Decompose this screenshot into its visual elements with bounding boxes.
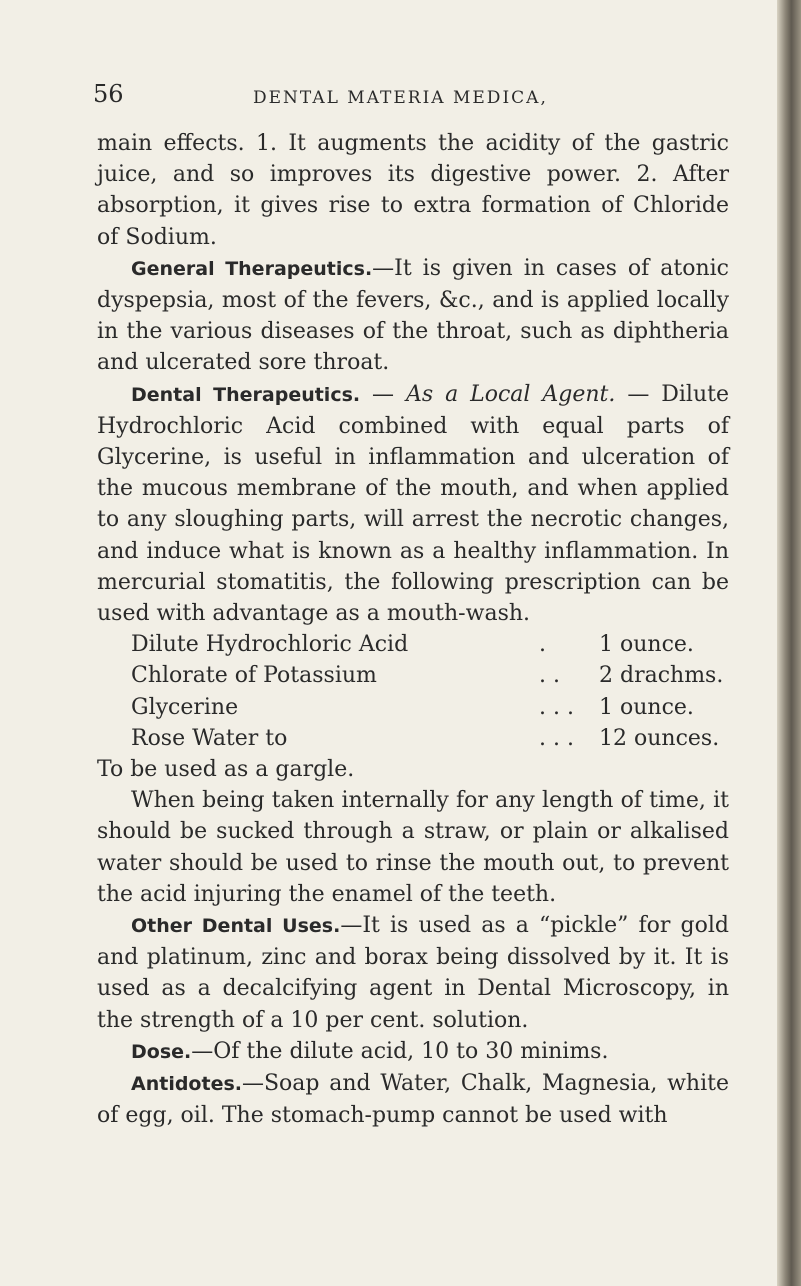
local-agent-subheading: As a Local Agent.	[405, 381, 616, 407]
general-therapeutics-text: —It is given in cases of atonic dyspepsia, most of the fevers, &c., and is applied locally in the various diseases of the throat, such as diphtheria and ulcerated sore throat.	[97, 255, 729, 376]
body-text	[97, 128, 729, 1131]
running-head: DENTAL MATERIA MEDICA,	[253, 88, 548, 108]
page-header	[93, 80, 733, 112]
general-therapeutics-paragraph	[97, 253, 729, 379]
prescription-quantity: 1 ounce.	[599, 632, 694, 658]
prescription-table	[131, 629, 729, 754]
other-dental-uses-paragraph	[97, 910, 729, 1036]
prescription-leader: . .	[539, 663, 560, 689]
prescription-row	[131, 692, 729, 723]
prescription-row	[131, 629, 729, 660]
other-dental-uses-heading: Other Dental Uses.	[131, 915, 341, 938]
antidotes-text: —Soap and Water, Chalk, Magnesia, white of egg, oil. The stomach-pump cannot be used with	[97, 1071, 729, 1129]
intro-text: main effects. 1. It augments the acidity of the gastric juice, and so improves its digestive power. 2. After absorption, it gives rise to extra formation of Chloride of Sodium.	[97, 131, 729, 250]
prescription-drug: Rose Water to	[131, 725, 288, 751]
prescription-direction-text: To be used as a gargle.	[97, 757, 355, 782]
dental-therapeutics-paragraph	[97, 379, 729, 630]
page-number: 56	[93, 80, 124, 108]
general-therapeutics-heading: General Therapeutics.	[131, 257, 373, 280]
prescription-drug: Chlorate of Potassium	[131, 663, 377, 689]
dental-therapeutics-text: — Dilute Hydrochloric Acid combined with equal parts of Glycerine, is useful in inflammation and ulceration of the mucous membrane of the mouth, and when applied to any sloughing parts, will arrest the necrotic changes, and induce what is known as a healthy inflammation. In mercurial stomatitis, the following prescription can be used with advantage as a mouth-wash.	[97, 381, 729, 627]
dose-text: —Of the dilute acid, 10 to 30 minims.	[191, 1038, 609, 1064]
prescription-drug: Dilute Hydrochloric Acid	[131, 632, 409, 658]
page-edge-shadow	[777, 0, 801, 1286]
prescription-direction	[97, 754, 729, 785]
prescription-row	[131, 723, 729, 754]
prescription-leader: .	[539, 632, 546, 658]
dose-heading: Dose.	[131, 1040, 192, 1063]
prescription-row	[131, 660, 729, 691]
prescription-drug: Glycerine	[131, 694, 239, 720]
prescription-quantity: 2 drachms.	[599, 663, 724, 689]
prescription-quantity: 1 ounce.	[599, 694, 694, 720]
internal-use-text: When being taken internally for any length of time, it should be sucked through a straw, or plain or alkalised water should be used to rinse the mouth out, to prevent the acid injuring the enamel of the teeth.	[97, 788, 729, 907]
prescription-leader: . . .	[539, 694, 574, 720]
other-dental-uses-text: —It is used as a “pickle” for gold and platinum, zinc and borax being dissolved by it. It is used as a decalcifying agent in Dental Microscopy, in the strength of a 10 per cent. solution.	[97, 913, 730, 1033]
dental-therapeutics-dash: —	[360, 381, 406, 407]
dental-therapeutics-heading: Dental Therapeutics.	[131, 383, 361, 406]
antidotes-paragraph	[97, 1068, 729, 1131]
prescription-leader: . . .	[539, 725, 574, 751]
prescription-quantity: 12 ounces.	[599, 725, 720, 751]
dose-paragraph	[97, 1036, 729, 1068]
internal-use-paragraph	[97, 785, 729, 910]
antidotes-heading: Antidotes.	[131, 1073, 242, 1096]
intro-paragraph	[97, 128, 729, 253]
